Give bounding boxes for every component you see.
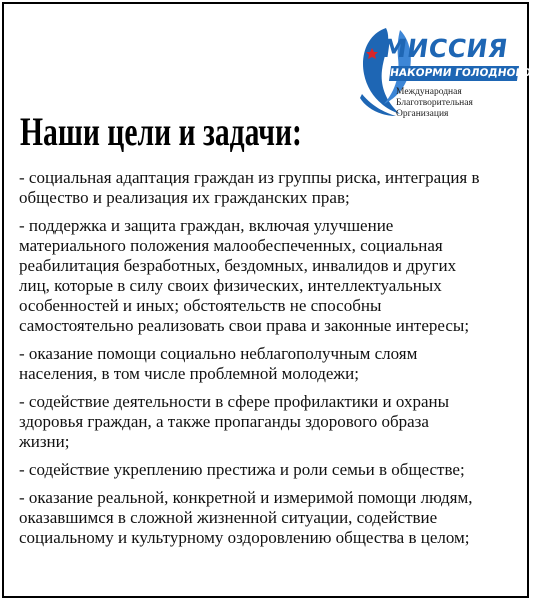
logo-subtitle: НАКОРМИ ГОЛОДНОГО [389, 67, 532, 79]
goal-text-line: самостоятельно реализовать свои права и законные интересы; [19, 316, 470, 335]
goal-text-line: оказавшимся в сложной жизненной ситуации, содействие [19, 508, 438, 527]
goal-text-line: - социальная адаптация граждан из группы риска, интеграция в [19, 168, 480, 187]
goal-item [19, 216, 529, 336]
logo-description-line: Организация [396, 109, 449, 119]
logo-description-line: Благотворительная [396, 98, 473, 108]
organization-logo [356, 24, 532, 126]
goal-item [19, 344, 529, 384]
goal-text-line: лиц, которые в силу своих физических, интеллектуальных [19, 276, 442, 295]
goal-text-line: - содействие деятельности в сфере профилактики и охраны [19, 392, 450, 411]
logo-title: МИССИЯ [379, 34, 510, 63]
goal-text-line: реабилитация безработных, бездомных, инвалидов и других [19, 256, 457, 275]
goal-text-line: социальному и культурному оздоровлению общества в целом; [19, 528, 470, 547]
logo-description-line: Международная [396, 87, 462, 97]
goal-text-line: - содействие укреплению престижа и роли семьи в обществе; [19, 460, 465, 479]
logo-description [396, 87, 473, 120]
goal-text-line: - поддержка и защита граждан, включая улучшение [19, 216, 394, 235]
goal-item [19, 460, 529, 480]
goal-item [19, 168, 529, 208]
page-title: Наши цели и задачи: [20, 109, 302, 154]
goal-text-line: жизни; [19, 432, 70, 451]
goal-text-line: - оказание реальной, конкретной и измеримой помощи людям, [19, 488, 473, 507]
goal-text-line: населения, в том числе проблемной молодежи; [19, 364, 359, 383]
poster-frame [2, 2, 532, 598]
goal-text-line: общество и реализация их гражданских прав; [19, 188, 350, 207]
goal-text-line: особенностей и иных; обстоятельств не способны [19, 296, 382, 315]
goal-text-line: здоровья граждан, а также пропаганды здорового образа [19, 412, 429, 431]
goal-text-line: материального положения малообеспеченных, социальная [19, 236, 443, 255]
goals-list [19, 168, 529, 556]
goal-item [19, 392, 529, 452]
goal-item [19, 488, 529, 548]
goal-text-line: - оказание помощи социально неблагополучным слоям [19, 344, 418, 363]
